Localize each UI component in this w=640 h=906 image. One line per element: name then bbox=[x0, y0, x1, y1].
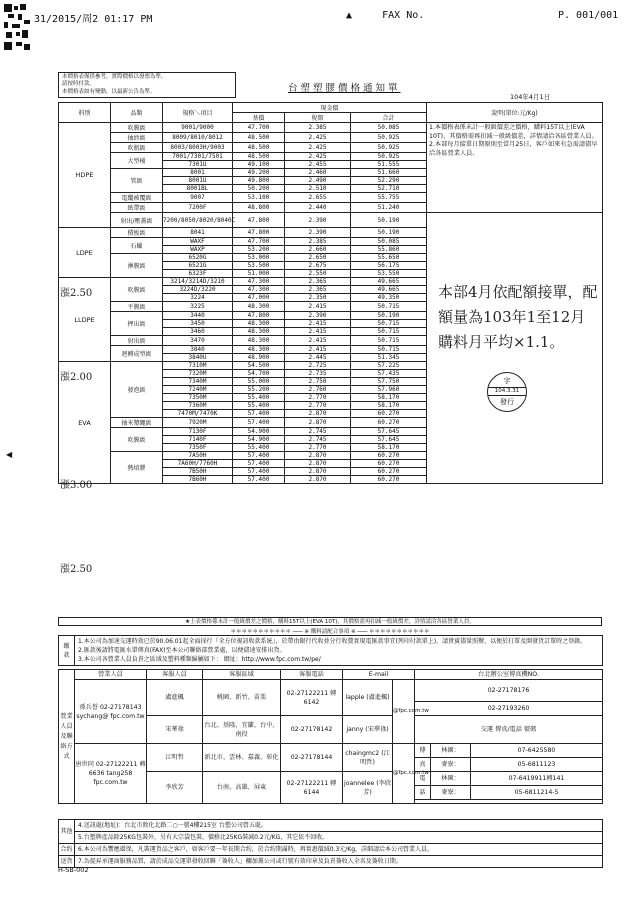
product-cell: 迴轉成型級 bbox=[111, 346, 163, 362]
product-cell: 押出級 bbox=[111, 312, 163, 336]
line-site: 林園： bbox=[431, 772, 471, 786]
product-cell: 發泡級 bbox=[111, 362, 163, 418]
total-cell: 51.660 bbox=[351, 169, 427, 177]
top-note: 本價格表僅供參考，實際價格以發票為準。 bbox=[62, 74, 167, 80]
tax-cell: 2.760 bbox=[285, 386, 351, 394]
notice-lines bbox=[75, 636, 603, 666]
contacts-head: 客服人員 bbox=[147, 670, 203, 680]
product-cell: 吹膜級 bbox=[111, 278, 163, 302]
grade-cell: 7350M bbox=[163, 394, 233, 402]
handwritten-hdpe-increase: 漲2.50 bbox=[60, 288, 93, 299]
base-price-cell: 48.300 bbox=[233, 336, 285, 346]
grade-cell: 3224D/3220 bbox=[163, 286, 233, 294]
total-cell: 57.225 bbox=[351, 362, 427, 370]
stamp-date: 104.3.31 bbox=[488, 387, 526, 396]
footer-side-label: 送貨 bbox=[59, 856, 75, 868]
tax-cell: 2.415 bbox=[285, 328, 351, 336]
base-price-cell: 57.400 bbox=[233, 452, 285, 460]
grade-cell: 7310M bbox=[163, 362, 233, 370]
stamp-top: 字 bbox=[503, 377, 511, 385]
product-cell: 熱熔膠 bbox=[111, 452, 163, 484]
stamp-bottom: 發行 bbox=[500, 398, 514, 406]
total-cell: 51.240 bbox=[351, 203, 427, 213]
product-cell: 紙帶級 bbox=[111, 203, 163, 213]
price-row bbox=[59, 123, 603, 133]
line-label: 真 bbox=[415, 758, 431, 772]
tax-cell: 2.870 bbox=[285, 460, 351, 468]
cs-email: lapple (盧進楓) bbox=[343, 680, 393, 716]
tax-cell: 2.770 bbox=[285, 394, 351, 402]
total-cell: 56.175 bbox=[351, 262, 427, 270]
tax-cell: 2.390 bbox=[285, 213, 351, 228]
contacts-head: 營業人員 bbox=[75, 670, 147, 680]
base-price-cell: 47.700 bbox=[233, 238, 285, 246]
total-cell: 57.960 bbox=[351, 386, 427, 394]
tax-cell: 2.675 bbox=[285, 262, 351, 270]
base-price-cell: 47.300 bbox=[233, 286, 285, 294]
grade-cell: 3460 bbox=[163, 328, 233, 336]
product-cell: 吹膜級 bbox=[111, 123, 163, 133]
total-cell: 58.170 bbox=[351, 402, 427, 410]
price-footnote: ★上表價格係未計一般級價差之價格，購料15T以上(EVA 10T)，其價格需再扣減一般級價差，詳情請洽各區營業人員。 bbox=[58, 617, 602, 626]
base-price-cell: 48.300 bbox=[233, 302, 285, 312]
base-price-cell: 50.200 bbox=[233, 185, 285, 193]
document-title: 台塑塑膠價格通知單 bbox=[288, 83, 401, 94]
tax-cell: 2.415 bbox=[285, 336, 351, 346]
total-cell: 51.555 bbox=[351, 161, 427, 169]
fax-datetime: 31/2015/周2 01:17 PM bbox=[34, 14, 153, 25]
base-price-cell: 55.200 bbox=[233, 386, 285, 394]
base-price-cell: 55.400 bbox=[233, 444, 285, 452]
tax-cell: 2.455 bbox=[285, 161, 351, 169]
tax-cell: 2.870 bbox=[285, 418, 351, 428]
footer-note: 6.本公司為響應環保，凡裝運貨品之客戶，如客戶要一年長期合約，於合約期滿時，再實惠價減0.3元/Kg，詳細請洽本公司營業人員。 bbox=[75, 844, 603, 856]
cs-tel: 02-27122211 轉6142 bbox=[281, 680, 343, 716]
header-base: 基價 bbox=[233, 113, 285, 123]
total-cell: 50.085 bbox=[351, 238, 427, 246]
base-price-cell: 48.500 bbox=[233, 143, 285, 153]
base-price-cell: 55.400 bbox=[233, 394, 285, 402]
total-cell: 50.925 bbox=[351, 153, 427, 161]
cs-email: janny (宋華祿) bbox=[343, 716, 393, 744]
line-site: 麥寮： bbox=[431, 786, 471, 800]
grade-cell: 3840U bbox=[163, 354, 233, 362]
cs-area: 桃園、新竹、苗栗 bbox=[203, 680, 281, 716]
grade-cell: 8001BL bbox=[163, 185, 233, 193]
grade-cell: 7320M bbox=[163, 370, 233, 378]
line-label: 傳 bbox=[415, 744, 431, 758]
base-price-cell: 48.500 bbox=[233, 133, 285, 143]
tax-cell: 2.870 bbox=[285, 476, 351, 484]
notice-line: 2.匯款後請將電匯水單傳真(FAX)至本公司聯絡部營業處，以便儘速安排出貨。 bbox=[78, 647, 286, 654]
header-category: 料別 bbox=[59, 103, 111, 123]
tax-cell: 2.655 bbox=[285, 193, 351, 203]
base-price-cell: 53.100 bbox=[233, 193, 285, 203]
base-price-cell: 53.200 bbox=[233, 246, 285, 254]
base-price-cell: 55.000 bbox=[233, 378, 285, 386]
total-cell: 52.290 bbox=[351, 177, 427, 185]
total-cell: 50.925 bbox=[351, 133, 427, 143]
grade-cell: 7200/8050/8020/8040C bbox=[163, 213, 233, 228]
notice-separator: ＊＊＊＊＊＊＊＊＊＊＊ ─── ※ 購料請配合事項 ※ ─── ＊＊＊＊＊＊＊＊＊＊＊ bbox=[230, 629, 430, 635]
contacts-head: 台北辦公室傳真機NO. bbox=[415, 670, 603, 680]
grade-cell: 6323F bbox=[163, 270, 233, 278]
sales-person-2: 唐世同 02-27122211 轉6636 tang258 fpc.com.tw bbox=[75, 744, 147, 804]
up-arrow-icon: ▲ bbox=[346, 10, 353, 21]
base-price-cell: 47.800 bbox=[233, 228, 285, 238]
total-cell: 60.270 bbox=[351, 476, 427, 484]
top-note: 請按時付款。 bbox=[62, 81, 96, 88]
contacts-table bbox=[58, 669, 603, 804]
fax-label: 交運 傳真/電話 號碼 bbox=[415, 716, 603, 744]
product-cell: 電纜被覆級 bbox=[111, 193, 163, 203]
grade-cell: 7470M/7470K bbox=[163, 410, 233, 418]
category-cell: LLDPE bbox=[59, 278, 111, 362]
tax-cell: 2.425 bbox=[285, 133, 351, 143]
cs-tel: 02-27178142 bbox=[281, 716, 343, 744]
footer-side-label: 合約 bbox=[59, 844, 75, 856]
tax-cell: 2.650 bbox=[285, 254, 351, 262]
product-cell: 石蠟 bbox=[111, 238, 163, 254]
base-price-cell: 54.500 bbox=[233, 362, 285, 370]
fax-header bbox=[34, 10, 634, 24]
grade-cell: 8001U bbox=[163, 177, 233, 185]
tax-cell: 2.425 bbox=[285, 153, 351, 161]
header-price-group: 現金價 bbox=[233, 103, 427, 113]
product-cell: 吹瓶級 bbox=[111, 143, 163, 153]
tax-cell: 2.390 bbox=[285, 228, 351, 238]
contacts-head: 客服區域 bbox=[203, 670, 281, 680]
category-cell: EVA bbox=[59, 362, 111, 484]
tax-cell: 2.365 bbox=[285, 278, 351, 286]
tax-cell: 2.510 bbox=[285, 185, 351, 193]
explain-line: 2.本部每月接單日期原則至當月25日，客戶如來有急需請儘早洽各區營業人員。 bbox=[429, 141, 598, 157]
document-date: 104年4月1日 bbox=[510, 93, 551, 101]
category-cell: LDPE bbox=[59, 228, 111, 278]
grade-cell: 7130F bbox=[163, 428, 233, 436]
date-stamp bbox=[487, 372, 527, 412]
fax-page: P. 001/001 bbox=[558, 10, 619, 21]
total-cell: 60.270 bbox=[351, 418, 427, 428]
left-triangle-icon: ◀ bbox=[6, 450, 13, 459]
base-price-cell: 57.400 bbox=[233, 476, 285, 484]
footer-notes bbox=[58, 819, 603, 868]
grade-cell: 6520G bbox=[163, 254, 233, 262]
product-cell: 淋膜級 bbox=[111, 254, 163, 278]
price-row bbox=[59, 213, 603, 228]
line-number: 05-6811214-5 bbox=[471, 786, 603, 800]
base-price-cell: 53.000 bbox=[233, 254, 285, 262]
handwritten-note: 本部4月依配額接單，配額量為103年1至12月購料月平均×1.1。 bbox=[438, 283, 598, 351]
grade-cell: 7920M bbox=[163, 418, 233, 428]
total-cell: 57.645 bbox=[351, 428, 427, 436]
tax-cell: 2.770 bbox=[285, 444, 351, 452]
total-cell: 50.925 bbox=[351, 143, 427, 153]
total-cell: 50.715 bbox=[351, 346, 427, 354]
total-cell: 57.750 bbox=[351, 378, 427, 386]
grade-cell: 3840 bbox=[163, 346, 233, 354]
cs-person: 李欣芳 bbox=[147, 772, 203, 804]
tax-cell: 2.725 bbox=[285, 362, 351, 370]
cs-email: chaingmc2 (江明哲) bbox=[343, 744, 393, 772]
payment-notice bbox=[58, 635, 603, 666]
grade-cell: 3214/3214D/3210 bbox=[163, 278, 233, 286]
base-price-cell: 48.900 bbox=[233, 354, 285, 362]
tax-cell: 2.550 bbox=[285, 270, 351, 278]
handwritten-eva-increase: 漲2.50 bbox=[60, 564, 93, 575]
grade-cell: 7B60H bbox=[163, 476, 233, 484]
grade-cell: 7301U bbox=[163, 161, 233, 169]
total-cell: 50.715 bbox=[351, 320, 427, 328]
line-site: 林園： bbox=[431, 744, 471, 758]
total-cell: 50.715 bbox=[351, 328, 427, 336]
tax-cell: 2.460 bbox=[285, 169, 351, 177]
tax-cell: 2.385 bbox=[285, 123, 351, 133]
total-cell: 49.665 bbox=[351, 286, 427, 294]
cs-person: 江明哲 bbox=[147, 744, 203, 772]
line-label: 電 bbox=[415, 772, 431, 786]
explain-cell bbox=[427, 123, 603, 213]
base-price-cell: 48.300 bbox=[233, 346, 285, 354]
base-price-cell: 54.900 bbox=[233, 428, 285, 436]
tax-cell: 2.365 bbox=[285, 286, 351, 294]
tax-cell: 2.745 bbox=[285, 436, 351, 444]
tax-cell: 2.440 bbox=[285, 203, 351, 213]
product-cell: 抽紗級 bbox=[111, 133, 163, 143]
line-site: 麥寮： bbox=[431, 758, 471, 772]
grade-cell: 7001/7301/7501 bbox=[163, 153, 233, 161]
total-cell: 57.645 bbox=[351, 436, 427, 444]
base-price-cell: 57.400 bbox=[233, 418, 285, 428]
category-cell: HDPE bbox=[59, 123, 111, 228]
cs-tel: 02-27178144 bbox=[281, 744, 343, 772]
email-domain: @fpc.com.tw bbox=[393, 744, 415, 804]
grade-cell: 7140F bbox=[163, 436, 233, 444]
cs-tel: 02-27122211 轉6144 bbox=[281, 772, 343, 804]
grade-cell: 9007 bbox=[163, 193, 233, 203]
document-code: H-SB-002 bbox=[58, 866, 89, 874]
base-price-cell: 48.800 bbox=[233, 203, 285, 213]
tax-cell: 2.425 bbox=[285, 143, 351, 153]
base-price-cell: 49.800 bbox=[233, 177, 285, 185]
base-price-cell: 47.700 bbox=[233, 123, 285, 133]
total-cell: 50.715 bbox=[351, 302, 427, 312]
total-cell: 60.270 bbox=[351, 468, 427, 476]
total-cell: 58.170 bbox=[351, 394, 427, 402]
total-cell: 55.755 bbox=[351, 193, 427, 203]
product-cell: 平膜級 bbox=[111, 302, 163, 312]
line-number: 07-6419911轉141 bbox=[471, 772, 603, 786]
footer-note: 4.送訊處(地址)：台北市敦化北路二○一號4樓215室 台塑公司營五處。 bbox=[75, 820, 603, 832]
total-cell: 60.270 bbox=[351, 410, 427, 418]
total-cell: 50.190 bbox=[351, 312, 427, 320]
tax-cell: 2.445 bbox=[285, 354, 351, 362]
total-cell: 57.435 bbox=[351, 370, 427, 378]
product-cell: 吹膜級 bbox=[111, 428, 163, 452]
grade-cell: 3440 bbox=[163, 312, 233, 320]
tax-cell: 2.385 bbox=[285, 238, 351, 246]
tax-cell: 2.870 bbox=[285, 452, 351, 460]
product-cell: 射出/壓蓋級 bbox=[111, 213, 163, 228]
header-grade: 規格＼項目 bbox=[163, 103, 233, 123]
footer-note: 5.台塑牌產品除25KG包裝外，另有大宗袋包裝，價格比25KG裝減0.2元/KG，其它依不回收。 bbox=[75, 832, 603, 844]
grade-cell: 8001 bbox=[163, 169, 233, 177]
notice-label: 繳款 bbox=[59, 636, 75, 666]
base-price-cell: 47.300 bbox=[233, 278, 285, 286]
base-price-cell: 47.800 bbox=[233, 312, 285, 320]
tax-cell: 2.870 bbox=[285, 468, 351, 476]
grade-cell: 7360M bbox=[163, 402, 233, 410]
cs-person: 盧進楓 bbox=[147, 680, 203, 716]
header-total: 合計 bbox=[351, 113, 427, 123]
grade-cell: 7340M bbox=[163, 378, 233, 386]
base-price-cell: 48.300 bbox=[233, 328, 285, 336]
contacts-head: 客服電話 bbox=[281, 670, 343, 680]
handwritten-lldpe-increase: 漲3.00 bbox=[60, 480, 93, 491]
cs-area: 新北市、雲林、嘉義、彰化 bbox=[203, 744, 281, 772]
total-cell: 49.350 bbox=[351, 294, 427, 302]
tax-cell: 2.415 bbox=[285, 346, 351, 354]
base-price-cell: 51.000 bbox=[233, 270, 285, 278]
grade-cell: 8009/8010/8012 bbox=[163, 133, 233, 143]
base-price-cell: 47.800 bbox=[233, 213, 285, 228]
cs-email: joannelee (李欣芳) bbox=[343, 772, 393, 804]
total-cell: 58.170 bbox=[351, 444, 427, 452]
product-cell: 射出級 bbox=[111, 336, 163, 346]
price-notice-document bbox=[58, 72, 602, 865]
line-number: 07-6425580 bbox=[471, 744, 603, 758]
tax-cell: 2.750 bbox=[285, 378, 351, 386]
total-cell: 50.190 bbox=[351, 228, 427, 238]
base-price-cell: 54.700 bbox=[233, 370, 285, 378]
total-cell: 50.085 bbox=[351, 123, 427, 133]
base-price-cell: 48.300 bbox=[233, 320, 285, 328]
notice-line: 1.本公司為加速交運時效已於90.06.01起全面採行『全方位視訊收款系統』，於帶由銀行代收並分行收費實現電匯款事宜(列印付款單上)，請貴賓儘量照辦，以便於打單及開發貨訂單時之登錄。 bbox=[78, 638, 587, 645]
total-cell: 50.715 bbox=[351, 336, 427, 346]
line-label: 話 bbox=[415, 786, 431, 800]
tax-cell: 2.350 bbox=[285, 294, 351, 302]
contacts-side-label: 營業人員及聯絡方式 bbox=[59, 670, 75, 804]
total-cell: 60.270 bbox=[351, 460, 427, 468]
base-price-cell: 54.900 bbox=[233, 436, 285, 444]
sales-person-1: 孫兵誉 02-27178143 sychang@ fpc.com.tw bbox=[75, 680, 147, 744]
total-cell: 53.550 bbox=[351, 270, 427, 278]
grade-cell: 7350F bbox=[163, 444, 233, 452]
tax-cell: 2.745 bbox=[285, 428, 351, 436]
tax-cell: 2.490 bbox=[285, 177, 351, 185]
grade-cell: 7A60H/7760H bbox=[163, 460, 233, 468]
grade-cell: 3470 bbox=[163, 336, 233, 346]
base-price-cell: 47.000 bbox=[233, 294, 285, 302]
base-price-cell: 53.500 bbox=[233, 262, 285, 270]
barcode-mark bbox=[4, 4, 32, 52]
base-price-cell: 57.400 bbox=[233, 410, 285, 418]
base-price-cell: 57.400 bbox=[233, 468, 285, 476]
office-fax-number: 02-27178176 bbox=[415, 680, 603, 702]
grade-cell: 8041 bbox=[163, 228, 233, 238]
grade-cell: 7240M bbox=[163, 386, 233, 394]
tax-cell: 2.415 bbox=[285, 320, 351, 328]
cs-person: 宋華祿 bbox=[147, 716, 203, 744]
cs-area: 台南、高雄、屏東 bbox=[203, 772, 281, 804]
product-cell: 積板級 bbox=[111, 228, 163, 238]
tax-cell: 2.770 bbox=[285, 402, 351, 410]
base-price-cell: 55.400 bbox=[233, 402, 285, 410]
total-cell: 51.345 bbox=[351, 354, 427, 362]
product-cell: 大型桶 bbox=[111, 153, 163, 169]
explain-line: 1.本價格表係未計一般級價差之價格，購料15T以上(EVA 10T)，其價格需再扣減一般級價差，詳情請洽各區營業人員。 bbox=[429, 124, 598, 140]
total-cell: 60.270 bbox=[351, 452, 427, 460]
grade-cell: 8003/8003H/9003 bbox=[163, 143, 233, 153]
contacts-head: E-mail bbox=[343, 670, 415, 680]
base-price-cell: 49.100 bbox=[233, 161, 285, 169]
total-cell: 50.190 bbox=[351, 213, 427, 228]
top-note: 本價格表如有變動，以最新公告為準。 bbox=[62, 88, 156, 95]
notice-line: 3.本公司各營業人員負責之區域及塑料種類歸屬如下： 網址：http://www.fpc.com.tw/pe/ bbox=[78, 656, 321, 663]
tax-cell: 2.870 bbox=[285, 410, 351, 418]
grade-cell: 7200F bbox=[163, 203, 233, 213]
header-product: 品類 bbox=[111, 103, 163, 123]
product-cell: 管級 bbox=[111, 169, 163, 193]
header-explain: 說明(單位:元/Kg) bbox=[427, 103, 603, 123]
total-cell: 55.650 bbox=[351, 254, 427, 262]
tax-cell: 2.415 bbox=[285, 302, 351, 312]
footer-note: 7.為提昇承運商服務品質，請於成品交運單發收回聯「簽收人」欄加蓋公司或行號有效印章及負責簽收人全名及簽收日期。 bbox=[75, 856, 603, 868]
grade-cell: 9001/9000 bbox=[163, 123, 233, 133]
grade-cell: 7A50H bbox=[163, 452, 233, 460]
total-cell: 49.665 bbox=[351, 278, 427, 286]
tax-cell: 2.735 bbox=[285, 370, 351, 378]
base-price-cell: 48.500 bbox=[233, 153, 285, 161]
total-cell: 55.860 bbox=[351, 246, 427, 254]
line-number: 05-6811123 bbox=[471, 758, 603, 772]
header-tax: 稅額 bbox=[285, 113, 351, 123]
tax-cell: 2.390 bbox=[285, 312, 351, 320]
total-cell: 52.710 bbox=[351, 185, 427, 193]
base-price-cell: 57.400 bbox=[233, 460, 285, 468]
footer-side-label: 其他 bbox=[59, 820, 75, 844]
grade-cell: 3450 bbox=[163, 320, 233, 328]
grade-cell: WAXP bbox=[163, 246, 233, 254]
cs-area: 台北、基隆、宜蘭、台中、南投 bbox=[203, 716, 281, 744]
email-domain: @fpc.com.tw bbox=[393, 680, 415, 744]
base-price-cell: 49.200 bbox=[233, 169, 285, 177]
fax-number-label: ▲ FAX No. bbox=[346, 10, 425, 21]
grade-cell: 3224 bbox=[163, 294, 233, 302]
grade-cell: 6521G bbox=[163, 262, 233, 270]
handwritten-ldpe-increase: 漲2.00 bbox=[60, 372, 93, 383]
tax-cell: 2.660 bbox=[285, 246, 351, 254]
grade-cell: 3225 bbox=[163, 302, 233, 312]
product-cell: 抽米漿繩級 bbox=[111, 418, 163, 428]
top-notes bbox=[58, 72, 236, 98]
grade-cell: WAXF bbox=[163, 238, 233, 246]
grade-cell: 7B50H bbox=[163, 468, 233, 476]
office-fax-number: 02-27193260 bbox=[415, 702, 603, 716]
